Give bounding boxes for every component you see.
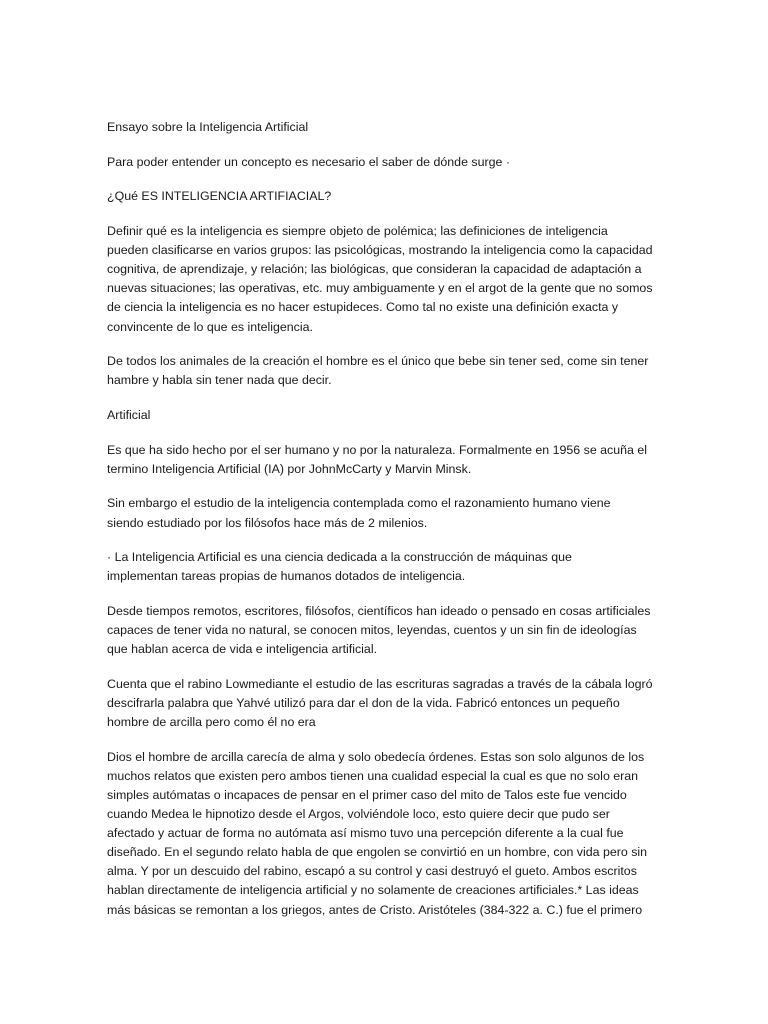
paragraph-line: que hablan acerca de vida e inteligencia artificial. [107, 642, 378, 657]
paragraph [107, 441, 667, 479]
paragraph-line: Cuenta que el rabino Lowmediante el estudio de las escrituras sagradas a través de la cábala logró [107, 676, 653, 691]
paragraph [107, 494, 667, 532]
paragraph-line: afectado y actuar de forma no autómata así mismo tuvo una percepción diferente a la cual fue [107, 826, 624, 841]
paragraph-line: de ciencia la inteligencia es no hacer estupideces. Como tal no existe una definición exacta y [107, 300, 619, 315]
paragraph-line: cognitiva, de aprendizaje, y relación; las biológicas, que consideran la capacidad de adaptación a [107, 262, 642, 277]
paragraph-line: · La Inteligencia Artificial es una ciencia dedicada a la construcción de máquinas que [107, 550, 572, 565]
paragraph [107, 352, 667, 390]
paragraph-line: descifrarla palabra que Yahvé utilizó para dar el don de la vida. Fabricó entonces un pequeño [107, 696, 620, 710]
paragraph-line: simples autómatas o incapaces de pensar en el primer caso del mito de Talos este fue vencido [107, 787, 627, 802]
paragraph-line: nuevas situaciones; las operativas, etc. muy ambiguamente y en el argot de la gente que no somos [107, 281, 653, 296]
paragraph-line: hombre de arcilla pero como él no era [107, 715, 316, 730]
paragraph [107, 222, 667, 337]
paragraph [107, 748, 667, 920]
paragraph [107, 406, 667, 425]
paragraph-line: capaces de tener vida no natural, se conocen mitos, leyendas, cuentos y un sin fin de ideologías [107, 623, 637, 638]
document-body [107, 118, 667, 935]
paragraph-line: Dios el hombre de arcilla carecía de alma y solo obedecía órdenes. Estas son solo algunos de los [107, 749, 645, 764]
paragraph-line: termino Inteligencia Artificial (IA) por JohnMcCarty y Marvin Minsk. [107, 461, 472, 476]
paragraph [107, 675, 667, 732]
paragraph-line: hambre y habla sin tener nada que decir. [107, 373, 332, 388]
paragraph-line: hablan directamente de inteligencia artificial y no solamente de creaciones artificiales.* Las ideas [107, 883, 639, 898]
paragraph [107, 602, 667, 659]
paragraph-line: cuando Medea le hipnotizo desde el Argos, volviéndole loco, esto quiere decir que pudo ser [107, 807, 610, 822]
paragraph-line: Es que ha sido hecho por el ser humano y no por la naturaleza. Formalmente en 1956 se acuña el [107, 442, 648, 457]
paragraph-line: De todos los animales de la creación el hombre es el único que bebe sin tener sed, come sin tener [107, 354, 649, 369]
paragraph-line: muchos relatos que existen pero ambos tienen una cualidad especial la cual es que no solo eran [107, 768, 639, 783]
paragraph-line: convincente de lo que es inteligencia. [107, 319, 313, 334]
paragraph-line: ¿Qué ES INTELIGENCIA ARTIFIACIAL? [107, 189, 332, 204]
paragraph-line: Para poder entender un concepto es necesario el saber de dónde surge · [107, 154, 510, 169]
paragraph-line: Desde tiempos remotos, escritores, filósofos, científicos han ideado o pensado en cosas artificiales [107, 604, 651, 619]
paragraph-line: Sin embargo el estudio de la inteligencia contemplada como el razonamiento humano viene [107, 496, 611, 511]
paragraph-line: alma. Y por un descuido del rabino, escapó a su control y casi destruyó el gueto. Ambos escritos [107, 864, 637, 879]
paragraph-line: siendo estudiado por los filósofos hace más de 2 milenios. [107, 515, 428, 530]
paragraph [107, 187, 667, 206]
paragraph-line: más básicas se remontan a los griegos, antes de Cristo. Aristóteles (384-322 a. C.) fue el primero [107, 902, 643, 917]
paragraph-line: diseñado. En el segundo relato habla de que engolen se convirtió en un hombre, con vida pero sin [107, 845, 648, 860]
paragraph [107, 548, 667, 586]
document-title: Ensayo sobre la Inteligencia Artificial [107, 120, 309, 134]
paragraph [107, 153, 667, 172]
paragraph-line: implementan tareas propias de humanos dotados de inteligencia. [107, 569, 466, 584]
paragraph-line: Definir qué es la inteligencia es siempre objeto de polémica; las definiciones de inteligencia [107, 224, 608, 239]
paragraph-line: pueden clasificarse en varios grupos: las psicológicas, mostrando la inteligencia como la capacidad [107, 243, 653, 258]
paragraph-line: Artificial [107, 408, 151, 422]
